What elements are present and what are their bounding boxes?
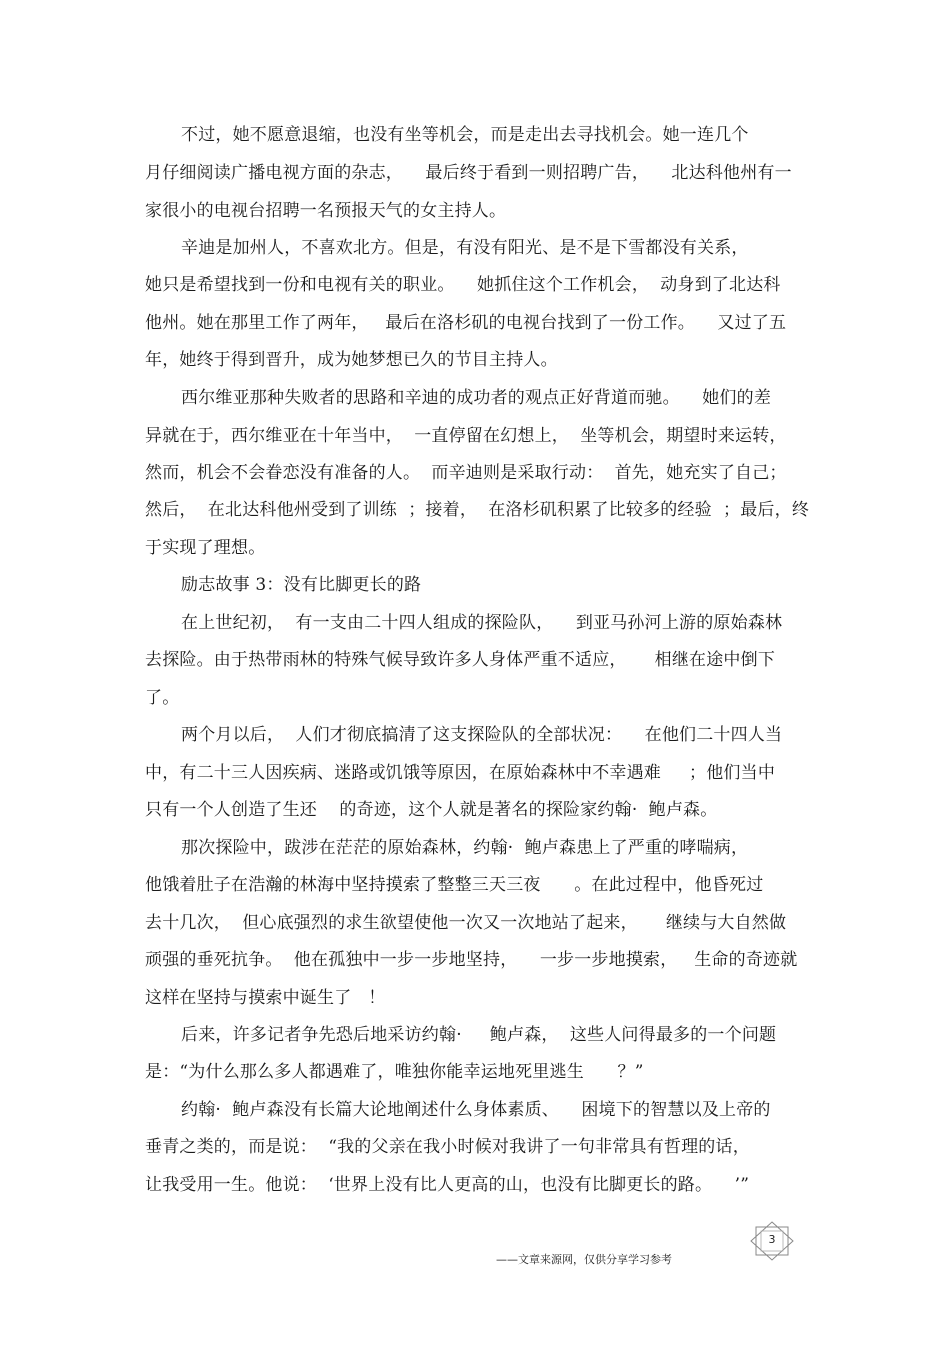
text-line: 然而，机会不会眷恋没有准备的人。 而辛迪则是采取行动： 首先，她充实了自己； (145, 463, 787, 483)
text-line: 然后， 在北达科他州受到了训练 ；接着， 在洛杉矶积累了比较多的经验 ；最后，终 (145, 500, 810, 520)
text-line: 是：“为什么那么多人都遇难了，唯独你能幸运地死里逃生 ？” (145, 1062, 644, 1082)
source-note: ——文章来源网，仅供分享学习参考 (496, 1253, 672, 1266)
text-line: 她只是希望找到一份和电视有关的职业。 她抓住这个工作机会， 动身到了北达科 (145, 275, 781, 295)
text-line: 去探险。由于热带雨林的特殊气候导致许多人身体严重不适应， 相继在途中倒下 (145, 650, 776, 670)
text-line: 两个月以后， 人们才彻底搞清了这支探险队的全部状况： 在他们二十四人当 (181, 725, 783, 745)
page-number-badge (748, 1221, 796, 1261)
text-line: 他饿着肚子在浩瀚的林海中坚持摸索了整整三天三夜 。在此过程中，他昏死过 (145, 875, 764, 895)
text-line: 去十几次， 但心底强烈的求生欲望使他一次又一次地站了起来， 继续与大自然做 (145, 913, 787, 933)
text-line: 后来，许多记者争先恐后地采访约翰· 鲍卢森， 这些人问得最多的一个问题 (181, 1025, 777, 1045)
text-line: 垂青之类的，而是说： “我的父亲在我小时候对我讲了一句非常具有哲理的话， (145, 1137, 750, 1157)
text-line: 辛迪是加州人，不喜欢北方。但是，有没有阳光、是不是下雪都没有关系， (181, 238, 749, 258)
text-line: 家很小的电视台招聘一名预报天气的女主持人。 (145, 201, 507, 221)
text-line: 月仔细阅读广播电视方面的杂志， 最后终于看到一则招聘广告， 北达科他州有一 (145, 163, 792, 183)
section-heading: 励志故事 3：没有比脚更长的路 (181, 575, 422, 595)
text-line: 了。 (145, 688, 180, 708)
text-line: 中，有二十三人因疾病、迷路或饥饿等原因，在原始森林中不幸遇难 ；他们当中 (145, 763, 776, 783)
text-line: 这样在坚持与摸索中诞生了 ！ (145, 988, 386, 1008)
text-line: 异就在于，西尔维亚在十年当中， 一直停留在幻想上， 坐等机会，期望时来运转， (145, 426, 787, 446)
text-line: 那次探险中，跋涉在茫茫的原始森林，约翰· 鲍卢森患上了严重的哮喘病， (181, 838, 749, 858)
text-line: 不过，她不愿意退缩，也没有坐等机会，而是走出去寻找机会。她一连几个 (181, 125, 749, 145)
text-line: 他州。她在那里工作了两年， 最后在洛杉矶的电视台找到了一份工作。 又过了五 (145, 313, 787, 333)
text-line: 在上世纪初， 有一支由二十四人组成的探险队， 到亚马孙河上游的原始森林 (181, 613, 783, 633)
text-line: 于实现了理想。 (145, 538, 266, 558)
page-number: 3 (768, 1233, 776, 1246)
text-line: 让我受用一生。他说： ‘世界上没有比人更高的山，也没有比脚更长的路。 ’” (145, 1175, 750, 1195)
text-line: 顽强的垂死抗争。 他在孤独中一步一步地坚持， 一步一步地摸索， 生命的奇迹就 (145, 950, 798, 970)
text-line: 约翰· 鲍卢森没有长篇大论地阐述什么身体素质、 困境下的智慧以及上帝的 (181, 1100, 771, 1120)
text-line: 年，她终于得到晋升，成为她梦想已久的节目主持人。 (145, 350, 558, 370)
text-line: 西尔维亚那种失败者的思路和辛迪的成功者的观点正好背道而驰。 她们的差 (181, 388, 772, 408)
text-line: 只有一个人创造了生还 的奇迹，这个人就是著名的探险家约翰· 鲍卢森。 (145, 800, 718, 820)
